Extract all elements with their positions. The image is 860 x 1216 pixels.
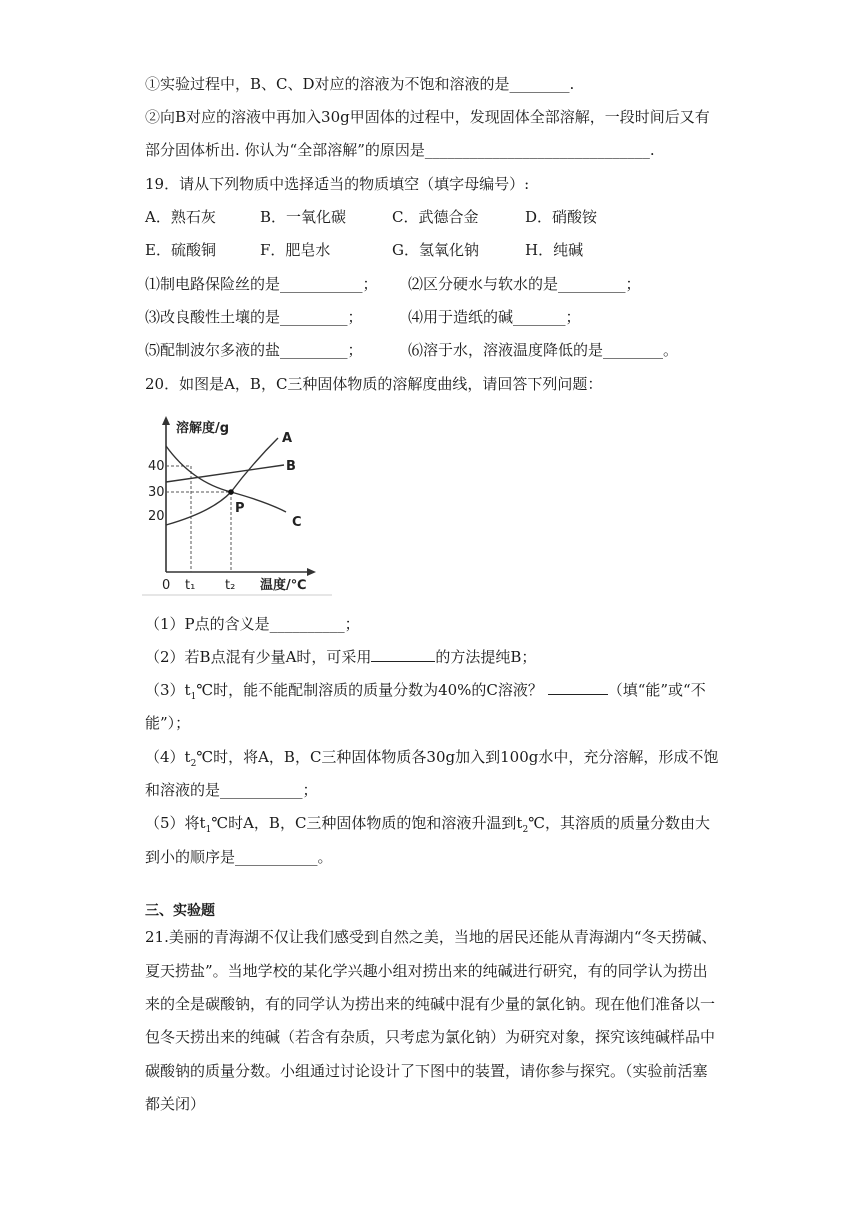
q19-item-3: ⑶改良酸性土壤的是_________； (145, 308, 363, 326)
q20-s3-cont: 能”）； (145, 714, 191, 732)
q20-s5-sub1: 1 (205, 825, 212, 835)
ytick-20: 20 (148, 509, 165, 524)
q20-s5-mid: ℃时A，B，C三种固体物质的饱和溶液升温到t (211, 814, 523, 832)
q21-line1: 21.美丽的青海湖不仅让我们感受到自然之美，当地的居民还能从青海湖内“冬天捞碱、 (145, 928, 717, 946)
section-title: 三、实验题 (145, 903, 215, 919)
point-p-label: P (235, 501, 245, 516)
q20-s2-post: 的方法提纯B； (435, 648, 537, 666)
q20-s3-blank (548, 680, 608, 695)
q19-items-row1 (145, 274, 641, 294)
q20-s5-pre: （5）将t (145, 814, 206, 832)
q21-line4: 包冬天捞出来的纯碱（若含有杂质，只考虑为氯化钠）为研究对象，探究该纯碱样品中 (145, 1028, 716, 1046)
curve-label-b: B (286, 459, 296, 474)
q19-items-row3 (145, 340, 678, 360)
xtick-0: 0 (162, 578, 171, 593)
q20-s3-post: （填“能”或“不 (607, 681, 706, 699)
option-e: E．硫酸铜 (145, 241, 216, 259)
curve-a (166, 438, 278, 525)
q19-item-6: ⑹溶于水，溶液温度降低的是________。 (408, 341, 679, 359)
q20-s1: （1）P点的含义是__________； (145, 615, 360, 633)
q20-s5-sub2: 2 (522, 825, 529, 835)
q20-s3-sub: 1 (190, 692, 197, 702)
q20-s3 (145, 680, 706, 707)
q20-s3-mid: ℃时，能不能配制溶质的质量分数为40%的C溶液？ (196, 681, 543, 699)
q20-s5-cont: 到小的顺序是___________。 (145, 848, 333, 866)
xtick-t2: t₂ (225, 578, 236, 593)
q19-item-5: ⑸配制波尔多液的盐_________； (145, 341, 363, 359)
option-d: D．硝酸铵 (525, 208, 598, 226)
option-h: H．纯碱 (525, 241, 584, 259)
q20-s4 (145, 747, 718, 774)
y-axis-arrow (162, 416, 170, 425)
q21-line3: 来的全是碳酸钠，有的同学认为捞出来的纯碱中混有少量的氯化钠。现在他们准备以一 (145, 995, 716, 1013)
q20-s4-cont: 和溶液的是___________； (145, 781, 318, 799)
q20-s4-mid: ℃时，将A，B，C三种固体物质各30g加入到100g水中，充分溶解，形成不饱 (196, 748, 719, 766)
solubility-chart (142, 412, 332, 598)
chart-ylabel: 溶解度/g (176, 421, 230, 436)
q21-line6: 都关闭） (145, 1095, 206, 1113)
q19-options-row2 (145, 240, 583, 260)
q18-sub2-line2: 部分固体析出. 你认为“全部溶解”的原因是______________________________. (145, 141, 655, 159)
q20-s5-post: ℃，其溶质的质量分数由大 (528, 814, 710, 832)
q20-s4-sub: 2 (190, 759, 197, 769)
chart-xlabel: 温度/℃ (260, 578, 307, 593)
xtick-t1: t₁ (185, 578, 196, 593)
q18-sub1: ①实验过程中，B、C、D对应的溶液为不饱和溶液的是________. (145, 75, 575, 93)
option-c: C．武德合金 (392, 208, 479, 226)
q20-s2-pre: （2）若B点混有少量A时，可采用 (145, 648, 372, 666)
curve-b (166, 465, 284, 482)
q21-line2: 夏天捞盐”。当地学校的某化学兴趣小组对捞出来的纯碱进行研究，有的同学认为捞出 (145, 962, 708, 980)
option-g: G．氢氧化钠 (392, 241, 479, 259)
q20-s3-pre: （3）t (145, 681, 191, 699)
ytick-30: 30 (148, 485, 165, 500)
option-a: A．熟石灰 (145, 208, 216, 226)
q20-stem: 20．如图是A，B，C三种固体物质的溶解度曲线，请回答下列问题： (145, 375, 603, 393)
q19-options-row1 (145, 207, 597, 227)
q20-s5 (145, 813, 710, 840)
q20-s2 (145, 647, 536, 667)
point-p-marker (228, 489, 234, 495)
x-axis-arrow (307, 568, 316, 576)
q19-item-2: ⑵区分硬水与软水的是_________； (408, 275, 641, 293)
q19-item-4: ⑷用于造纸的碱_______； (408, 308, 581, 326)
q18-sub2-line1: ②向B对应的溶液中再加入30g甲固体的过程中，发现固体全部溶解，一段时间后又有 (145, 108, 710, 126)
ytick-40: 40 (148, 459, 165, 474)
q19-stem: 19．请从下列物质中选择适当的物质填空（填字母编号）: (145, 175, 530, 193)
q21-line5: 碳酸钠的质量分数。小组通过讨论设计了下图中的装置，请你参与探究。（实验前活塞 (145, 1062, 708, 1080)
curve-label-c: C (292, 515, 302, 530)
curve-label-a: A (282, 431, 293, 446)
q19-items-row2 (145, 307, 581, 327)
option-f: F．肥皂水 (260, 241, 331, 259)
q19-item-1: ⑴制电路保险丝的是___________； (145, 275, 378, 293)
option-b: B．一氧化碳 (260, 208, 347, 226)
q20-s4-pre: （4）t (145, 748, 191, 766)
q20-s2-blank (371, 647, 435, 662)
